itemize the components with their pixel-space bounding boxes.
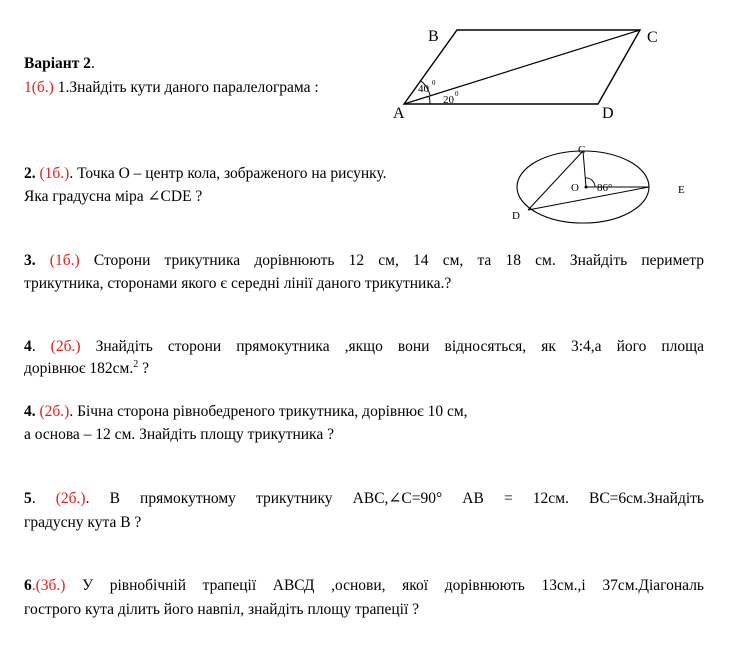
circle-label-e: E (678, 184, 685, 196)
vertex-label-a: A (393, 105, 405, 122)
question-5-text-1: . В прямокутному трикутнику АВС,∠С=90° АВ = 12см. ВС=6см.Знайдіть (85, 490, 704, 507)
question-3-text-2: трикутника, сторонами якого є середні лінії даного трикутника.? (24, 275, 452, 292)
question-6-text-1: У рівнобічній трапеції АВСД ,основи, якої дорівнюють 13см.,і 37см.Діагональ (65, 577, 704, 594)
vertex-label-b: B (428, 28, 439, 45)
question-4b-line-2 (24, 426, 334, 444)
circle-label-c: C (578, 144, 586, 156)
question-6-points: .(3б.) (31, 577, 66, 594)
angle-20-degree: 0 (455, 90, 459, 98)
question-5-line-1 (24, 490, 704, 508)
question-4b-line-1 (24, 403, 468, 421)
question-3-number: 3. (24, 252, 36, 269)
question-2-points: (1б.) (35, 165, 70, 182)
variant-label: Варіант 2 (24, 55, 91, 72)
question-6-text-2: гострого кута ділить його навпіл, знайдіть площу трапеції ? (24, 601, 420, 618)
vertex-label-d: D (602, 105, 614, 122)
question-4a-superscript: 2 (133, 358, 139, 370)
angle-label-20: 20 (443, 94, 454, 106)
question-4a-dot: . (31, 338, 36, 355)
angle-40-degree: 0 (432, 79, 436, 87)
question-5-text-2: градусну кута В ? (24, 514, 142, 531)
question-1-points: 1(б.) (24, 79, 54, 96)
question-3-points: (1б.) (35, 252, 80, 269)
question-4a-text-2: дорівнює 182см. (24, 360, 134, 377)
question-6-line-1 (24, 577, 704, 595)
question-4a-line-1 (24, 338, 704, 356)
radius-oc (583, 151, 586, 187)
question-4b-text-1: . Бічна сторона рівнобедреного трикутника, дорівнює 10 см, (69, 403, 468, 420)
question-4b-text-2: а основа – 12 см. Знайдіть площу трикутника ? (24, 426, 334, 443)
question-4a-number: 4 (24, 338, 32, 355)
question-4b-number: 4. (24, 403, 36, 420)
question-5-number: 5 (24, 490, 32, 507)
question-2-text-1: . Точка О – центр кола, зображеного на рисунку. (69, 165, 387, 182)
angle-label-40: 40 (418, 83, 429, 95)
question-4a-text-1: Знайдіть сторони прямокутника ,якщо вони відносяться, як 3:4,а його площа (80, 338, 704, 355)
question-6-number: 6 (24, 577, 32, 594)
question-4a-points: (2б.) (35, 338, 81, 355)
question-1-text: 1.Знайдіть кути даного паралелограма : (53, 79, 319, 96)
variant-dot: . (90, 55, 95, 72)
question-5-line-2 (24, 514, 141, 532)
question-3-line-1 (24, 252, 704, 270)
circle-label-d: D (512, 210, 520, 222)
question-5-dot: . (31, 490, 36, 507)
central-angle-label: 86° (597, 182, 613, 194)
question-3-line-2 (24, 275, 451, 293)
question-4a-line-2 (24, 360, 149, 378)
question-4a-text-3: ? (138, 360, 149, 377)
question-2-text-2: Яка градусна міра ∠CDE ? (24, 188, 203, 205)
question-6-line-2 (24, 601, 419, 619)
question-5-points: (2б.) (35, 490, 86, 507)
question-2-number: 2. (24, 165, 36, 182)
question-4b-points: (2б.) (35, 403, 70, 420)
vertex-label-c: C (647, 29, 658, 46)
circle-label-o: O (571, 182, 579, 194)
center-point (585, 186, 588, 189)
question-3-text-1: Сторони трикутника дорівнюють 12 см, 14 см, та 18 см. Знайдіть периметр (79, 252, 704, 269)
